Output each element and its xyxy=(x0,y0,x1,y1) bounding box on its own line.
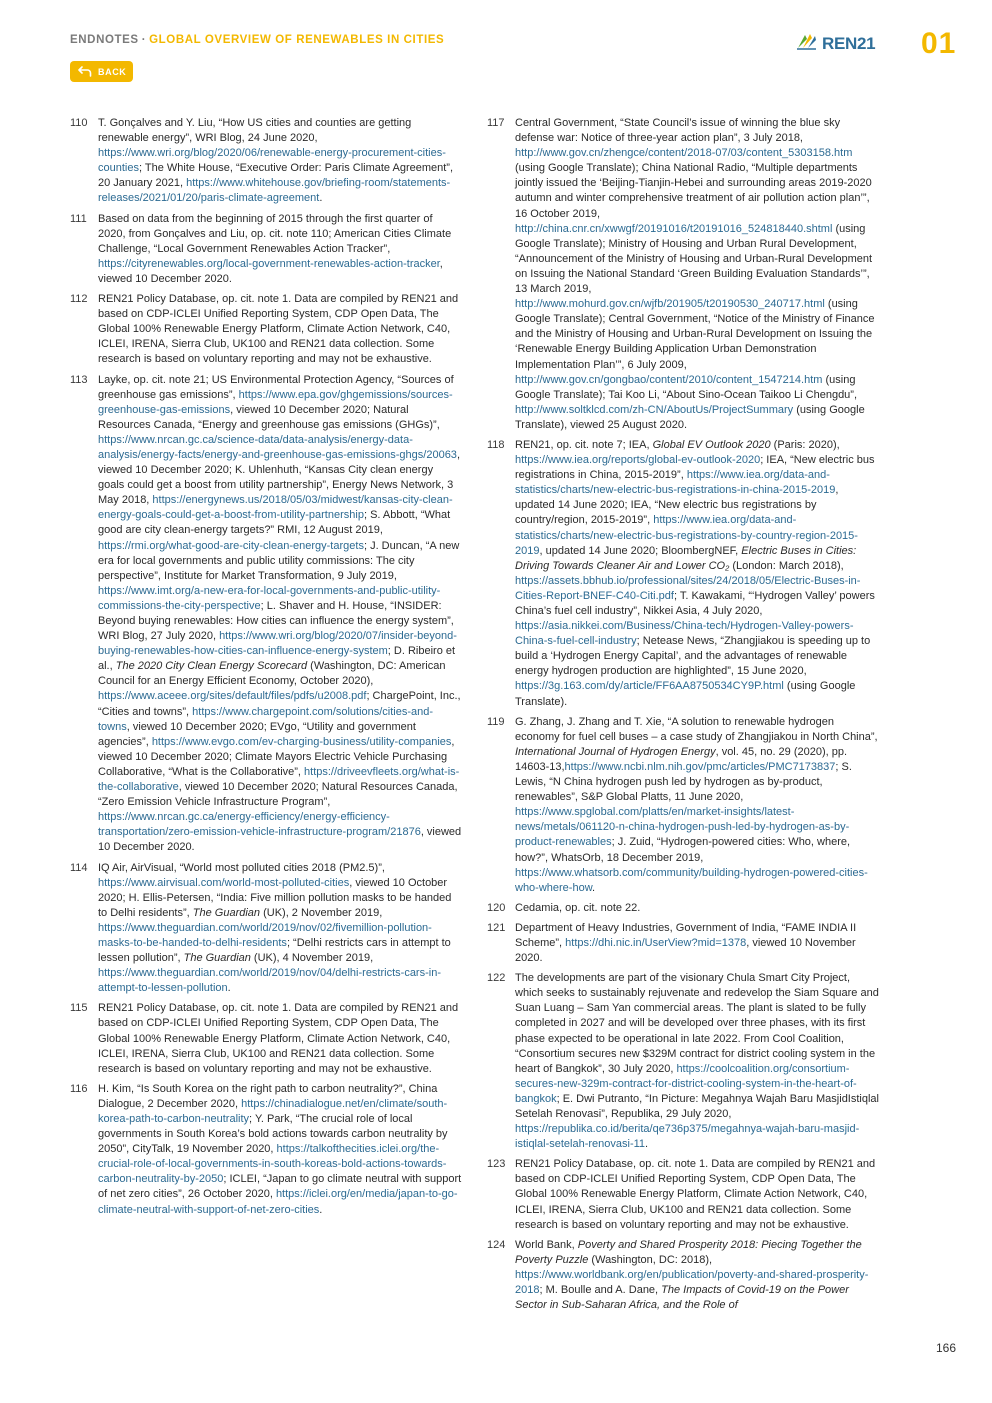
endnote-text: Layke, op. cit. note 21; US Environmental Protection Agency, “Sources of greenhouse gas emissions”, https://www.epa.gov/ghgemissions/sources-greenhouse-gas-emissions, viewed 10 December 2020; Natural Resources Canada, “Energy and greenhouse gas emissions (GHGs)”, https://www.nrcan.gc.ca/science-data/data-analysis/energy-data-analysis/energy-facts/energy-and-greenhouse-gas-emissions-ghgs/20063, viewed 10 December 2020; K. Uhlenhuth, “Kansas City clean energy goals could get a boost from utility partnership”, Energy News Network, 3 May 2018, https://energynews.us/2018/05/03/midwest/kansas-city-clean-energy-goals-could-get-a-boost-from-utility-partnership; S. Abbott, “What good are city clean-energy targets?” RMI, 12 August 2019, https://rmi.org/what-good-are-city-clean-energy-targets; J. Duncan, “A new era for local governments and public utility commissions: The city perspective”, Institute for Market Transformation, 9 July 2019, https://www.imt.org/a-new-era-for-local-governments-and-public-utility-commissions-the-city-perspective; L. Shaver and H. House, “INSIDER: Beyond buying renewables: How cities can influence the energy system”, WRI Blog, 27 July 2020, https://www.wri.org/blog/2020/07/insider-beyond-buying-renewables-how-cities-can-influence-energy-system; D. Ribeiro et al., The 2020 City Clean Energy Scorecard (Washington, DC: American Council for an Energy Efficient Economy, October 2020), https://www.aceee.org/sites/default/files/pdfs/u2008.pdf; ChargePoint, Inc., “Cities and towns”, https://www.chargepoint.com/solutions/cities-and-towns, viewed 10 December 2020; EVgo, “Utility and government agencies”, https://www.evgo.com/ev-charging-business/utility-companies, viewed 10 December 2020; Climate Mayors Electric Vehicle Purchasing Collaborative, “What is the Collaborative”, https://driveevfleets.org/what-is-the-collaborative, viewed 10 December 2020; Natural Resources Canada, “Zero Emission Vehicle Infrastructure Program”, https://www.nrcan.gc.ca/energy-efficiency/energy-efficiency-transportation/zero-emission-vehicle-infrastructure-program/21876, viewed 10 December 2020. xyxy=(98,373,462,854)
endnote-item xyxy=(487,438,879,710)
endnote-number: 123 xyxy=(487,1158,506,1171)
endnote-text: IQ Air, AirVisual, “World most polluted cities 2018 (PM2.5)”, https://www.airvisual.com/world-most-polluted-cities, viewed 10 October 2020; H. Ellis-Petersen, “India: Five million pollution masks to be handed to Delhi residents”, The Guardian (UK), 2 November 2019, https://www.theguardian.com/world/2019/nov/02/fivemillion-pollution-masks-to-be-handed-to-delhi-residents; “Delhi restricts cars in attempt to lessen pollution”, The Guardian (UK), 4 November 2019, https://www.theguardian.com/world/2019/nov/04/delhi-restricts-cars-in-attempt-to-lessen-pollution. xyxy=(98,861,452,995)
endnote-link[interactable]: https://www.whatsorb.com/community/building-hydrogen-powered-cities-who-where-how xyxy=(515,866,868,894)
endnote-link[interactable]: https://www.iea.org/reports/global-ev-outlook-2020 xyxy=(515,454,761,467)
endnote-link[interactable]: https://coolcoalition.org/consortium-secures-new-329m-contract-for-district-cooling-system-in-the-heart-of-bangkok xyxy=(515,1062,857,1105)
header-separator: · xyxy=(141,34,147,46)
endnote-number: 117 xyxy=(487,117,505,129)
endnote-text: REN21 Policy Database, op. cit. note 1. Data are compiled by REN21 and based on CDP-ICLEI Unified Reporting System, CDP Open Data, The Global 100% Renewable Energy Platform, Climate Action Network, C40, ICLEI, IRENA, Sierra Club, UK100 and REN21 data collection. Some research is based on voluntary reporting and may not be exhaustive. xyxy=(98,1002,459,1075)
publication-title: The 2020 City Clean Energy Scorecard xyxy=(115,660,308,673)
endnote-item xyxy=(487,971,879,1152)
endnote-text: T. Gonçalves and Y. Liu, “How US cities and counties are getting renewable energy”, WRI Blog, 24 June 2020, https://www.wri.org/blog/2020/06/renewable-energy-procurement-cities-counties; The White House, “Executive Order: Paris Climate Agreement”, 20 January 2021, https://www.whitehouse.gov/briefing-room/statements-releases/2021/01/20/paris-climate-agreement. xyxy=(98,117,454,205)
endnote-item xyxy=(487,116,879,433)
endnote-link[interactable]: https://cityrenewables.org/local-government-renewables-action-tracker xyxy=(98,257,440,270)
endnote-link[interactable]: https://www.iea.org/data-and-statistics/charts/new-electric-bus-registrations-in-china-2015-2019 xyxy=(515,469,836,497)
endnote-link[interactable]: https://dhi.nic.in/UserView?mid=1378 xyxy=(565,936,747,949)
endnote-link[interactable]: http://china.cnr.cn/xwwgf/20191016/t20191016_524818440.shtml xyxy=(515,222,833,235)
endnote-item xyxy=(487,901,879,916)
endnotes-left-column xyxy=(70,116,462,1223)
publication-title: The Guardian xyxy=(183,952,251,965)
endnote-number: 118 xyxy=(487,438,505,451)
endnote-link[interactable]: https://3g.163.com/dy/article/FF6AA8750534CY9P.html xyxy=(515,680,784,693)
endnote-number: 116 xyxy=(70,1082,88,1095)
endnote-link[interactable]: http://www.soltklcd.com/zh-CN/AboutUs/ProjectSummary xyxy=(515,403,794,416)
endnote-link[interactable]: https://www.chargepoint.com/solutions/cities-and-towns xyxy=(98,705,434,733)
publication-title: The Guardian xyxy=(192,906,261,919)
endnote-number: 119 xyxy=(487,715,505,728)
endnote-text: REN21, op. cit. note 7; IEA, Global EV Outlook 2020 (Paris: 2020), https://www.iea.org/reports/global-ev-outlook-2020; IEA, “New electric bus registrations in China, 2015-2019”, https://www.iea.org/data-and-statistics/charts/new-electric-bus-registrations-in-china-2015-2019, updated 14 June 2020; IEA, “New electric bus registrations by country/region, 2015-2019”, https://www.iea.org/data-and-statistics/charts/new-electric-bus-registrations-by-country-region-2015-2019, updated 14 June 2020; BloombergNEF, Electric Buses in Cities: Driving Towards Cleaner Air and Lower CO₂ (London: March 2018), https://assets.bbhub.io/professional/sites/24/2018/05/Electric-Buses-in-Cities-Report-BNEF-C40-Citi.pdf; T. Kawakami, “‘Hydrogen Valley’ powers China’s fuel cell industry”, Nikkei Asia, 4 July 2020, https://asia.nikkei.com/Business/China-tech/Hydrogen-Valley-powers-China-s-fuel-cell-industry; Netease News, “Zhangjiakou is speeding up to build a ‘Hydrogen Energy Capital’, and the advantages of renewable energy hydrogen production are highlighted”, 15 June 2020, https://3g.163.com/dy/article/FF6AA8750534CY9P.html (using Google Translate). xyxy=(515,438,875,708)
endnote-number: 113 xyxy=(70,373,88,386)
endnote-link[interactable]: http://www.mohurd.gov.cn/wjfb/201905/t20190530_240717.html xyxy=(515,298,825,311)
endnote-number: 121 xyxy=(487,921,506,934)
endnote-link[interactable]: https://energynews.us/2018/05/03/midwest/kansas-city-clean-energy-goals-could-get-a-boost-from-utility-partnership xyxy=(98,494,453,522)
header-chapter-title: GLOBAL OVERVIEW OF RENEWABLES IN CITIES xyxy=(149,34,445,46)
publication-title: Global EV Outlook 2020 xyxy=(652,438,771,451)
endnote-item xyxy=(70,1082,462,1218)
endnote-link[interactable]: https://www.aceee.org/sites/default/files/pdfs/u2008.pdf xyxy=(98,690,367,703)
endnote-link[interactable]: https://republika.co.id/berita/qe736p375/megahnya-wajah-baru-masjid-istiqlal-setelah-renovasi-11 xyxy=(515,1123,860,1151)
endnote-item xyxy=(487,1238,879,1313)
endnote-text: World Bank, Poverty and Shared Prosperity 2018: Piecing Together the Poverty Puzzle (Washington, DC: 2018), https://www.worldbank.org/en/publication/poverty-and-shared-prosperity-2018; M. Boulle and A. Dane, The Impacts of Covid-19 on the Power Sector in Sub-Saharan Africa, and the Role of xyxy=(515,1238,869,1312)
endnote-text: The developments are part of the visionary Chula Smart City Project, which seeks to sustainably rejuvenate and redevelop the Siam Square and Suan Luang – Sam Yan commercial areas. The plant is slated to be fully completed in 2027 and will be developed over three phases, with its first phase expected to be operational in late 2022. From Cool Coalition, “Consortium secures new $329M contract for district cooling system in the heart of Bangkok”, 30 July 2020, https://coolcoalition.org/consortium-secures-new-329m-contract-for-district-cooling-system-in-the-heart-of-bangkok; E. Dwi Putranto, “In Picture: Megahnya Wajah Baru MasjidIstiqlal Setelah Renovasi”, Republika, 29 July 2020, https://republika.co.id/berita/qe736p375/megahnya-wajah-baru-masjid-istiqlal-setelah-renovasi-11. xyxy=(515,972,879,1151)
endnote-link[interactable]: https://www.wri.org/blog/2020/06/renewable-energy-procurement-cities-counties xyxy=(98,147,446,175)
back-button-label: BACK xyxy=(98,66,127,77)
endnote-link[interactable]: https://iclei.org/en/media/japan-to-go-climate-neutral-with-support-of-net-zero-cities xyxy=(98,1188,458,1216)
endnote-number: 115 xyxy=(70,1002,88,1015)
endnote-item xyxy=(70,373,462,856)
endnote-link[interactable]: https://www.wri.org/blog/2020/07/insider-beyond-buying-renewables-how-cities-can-influence-energy-system xyxy=(98,630,457,658)
endnote-text: REN21 Policy Database, op. cit. note 1. Data are compiled by REN21 and based on CDP-ICLEI Unified Reporting System, CDP Open Data, The Global 100% Renewable Energy Platform, Climate Action Network, C40, ICLEI, IRENA, Sierra Club, UK100 and REN21 data collection. Some research is based on voluntary reporting and may not be exhaustive. xyxy=(98,293,459,366)
endnote-item xyxy=(70,1001,462,1076)
endnote-link[interactable]: https://www.whitehouse.gov/briefing-room/statements-releases/2021/01/20/paris-climate-agreement xyxy=(98,177,451,205)
endnote-link[interactable]: https://www.evgo.com/ev-charging-business/utility-companies xyxy=(151,735,452,748)
endnote-item xyxy=(487,715,879,896)
endnote-number: 124 xyxy=(487,1238,506,1251)
endnote-number: 112 xyxy=(70,293,88,306)
endnote-number: 114 xyxy=(70,861,88,874)
endnote-text: H. Kim, “Is South Korea on the right path to carbon neutrality?”, China Dialogue, 2 December 2020, https://chinadialogue.net/en/climate/south-korea-path-to-carbon-neutrality; Y. Park, “The crucial role of local governments in South Korea’s bold actions towards carbon neutrality by 2050”, CityTalk, 19 November 2020, https://talkofthecities.iclei.org/the-crucial-role-of-local-governments-in-south-koreas-bold-actions-towards-carbon-neutrality-by-2050; ICLEI, “Japan to go climate neutral with support of net zero cities”, 26 October 2020, https://iclei.org/en/media/japan-to-go-climate-neutral-with-support-of-net-zero-cities. xyxy=(98,1082,462,1216)
endnote-number: 111 xyxy=(70,212,87,225)
endnote-number: 122 xyxy=(487,972,506,985)
endnote-item xyxy=(70,292,462,367)
publication-title: Poverty and Shared Prosperity 2018: Piecing Together the Poverty Puzzle xyxy=(515,1238,862,1266)
endnote-link[interactable]: https://www.worldbank.org/en/publication/poverty-and-shared-prosperity-2018 xyxy=(515,1268,869,1297)
logo-wordmark: REN21 xyxy=(822,33,876,53)
endnote-item xyxy=(70,212,462,287)
page-number: 166 xyxy=(936,1341,957,1355)
endnote-link[interactable]: https://talkofthecities.iclei.org/the-crucial-role-of-local-governments-in-south-koreas-bold-actions-towards-carbon-neutrality-by-2050 xyxy=(98,1143,447,1186)
endnote-link[interactable]: https://driveevfleets.org/what-is-the-collaborative xyxy=(98,765,460,794)
publication-title: Electric Buses in Cities: Driving Towards Cleaner Air and Lower CO₂ xyxy=(515,544,857,572)
endnote-link[interactable]: https://www.epa.gov/ghgemissions/sources-greenhouse-gas-emissions xyxy=(98,388,453,416)
endnote-item xyxy=(487,1157,879,1232)
endnote-link[interactable]: https://www.ncbi.nlm.nih.gov/pmc/articles/PMC7173837 xyxy=(564,760,836,773)
endnote-link[interactable]: https://www.nrcan.gc.ca/science-data/data-analysis/energy-data-analysis/energy-facts/energy-and-greenhouse-gas-emissions-ghgs/20063 xyxy=(98,433,457,461)
endnote-item xyxy=(70,861,462,997)
publication-title: The Impacts of Covid-19 on the Power Sector in Sub-Saharan Africa, and the Role of xyxy=(515,1284,849,1312)
endnote-link[interactable]: http://www.gov.cn/zhengce/content/2018-07/03/content_5303158.htm xyxy=(515,147,853,160)
endnote-text: REN21 Policy Database, op. cit. note 1. Data are compiled by REN21 and based on CDP-ICLEI Unified Reporting System, CDP Open Data, The Global 100% Renewable Energy Platform, Climate Action Network, C40, ICLEI, IRENA, Sierra Club, UK100 and REN21 data collection. Some research is based on voluntary reporting and may not be exhaustive. xyxy=(515,1158,876,1231)
endnote-link[interactable]: https://rmi.org/what-good-are-city-clean-energy-targets xyxy=(98,539,364,552)
endnote-text: Based on data from the beginning of 2015 through the first quarter of 2020, from Gonçalves and Liu, op. cit. note 110; American Cities Climate Challenge, “Local Government Renewables Action Tracker”, https://cityrenewables.org/local-government-renewables-action-tracker, viewed 10 December 2020. xyxy=(98,212,452,285)
endnote-text: Department of Heavy Industries, Government of India, “FAME INDIA II Scheme”, https://dhi.nic.in/UserView?mid=1378, viewed 10 November 2020. xyxy=(515,921,857,965)
endnote-number: 110 xyxy=(70,117,88,129)
endnote-link[interactable]: https://www.spglobal.com/platts/en/market-insights/latest-news/metals/061120-n-china-hydrogen-push-led-by-hydrogen-as-by-product-renewables xyxy=(515,806,850,849)
endnotes-right-column xyxy=(487,116,879,1318)
header-section-label: ENDNOTES xyxy=(70,34,139,46)
endnote-item xyxy=(70,116,462,207)
chapter-number: 01 xyxy=(921,27,957,60)
ren21-logo xyxy=(796,31,875,56)
endnote-link[interactable]: https://www.airvisual.com/world-most-polluted-cities xyxy=(98,876,350,889)
ren21-logo-mark-icon xyxy=(796,31,818,56)
endnote-link[interactable]: https://www.nrcan.gc.ca/energy-efficiency/energy-efficiency-transportation/zero-emission-vehicle-infrastructure-program/21876 xyxy=(98,811,421,839)
page-header xyxy=(70,34,444,46)
endnote-text: Central Government, “State Council’s issue of winning the blue sky defense war: Notice of three-year action plan”, 3 July 2018, http://www.gov.cn/zhengce/content/2018-07/03/content_5303158.htm (using Google Translate); China National Radio, “Multiple departments jointly issued the ‘Beijing-Tianjin-Hebei and surrounding areas 2019-2020 autumn and winter comprehensive treatment of air pollution action plan’”, 16 October 2019, http://china.cnr.cn/xwwgf/20191016/t20191016_524818440.shtml (using Google Translate); Ministry of Housing and Urban Rural Development, “Announcement of the Ministry of Housing and Urban-Rural Development on Issuing the National Standard ‘Green Building Evaluation Standards’”, 13 March 2019, http://www.mohurd.gov.cn/wjfb/201905/t20190530_240717.html (using Google Translate); Central Government, “Notice of the Ministry of Finance and the Ministry of Housing and Urban-Rural Development on Issuing the ‘Renewable Energy Building Application Urban Demonstration Implementation Plan’”, 6 July 2009, http://www.gov.cn/gongbao/content/2010/content_1547214.htm (using Google Translate); Tai Koo Li, “About Sino-Ocean Taikoo Li Chengdu”, http://www.soltklcd.com/zh-CN/AboutUs/ProjectSummary (using Google Translate), viewed 25 August 2020. xyxy=(515,117,875,431)
endnote-link[interactable]: https://www.theguardian.com/world/2019/nov/02/fivemillion-pollution-masks-to-be-handed-to-delhi-residents xyxy=(98,921,432,949)
endnote-text: Cedamia, op. cit. note 22. xyxy=(515,901,641,914)
endnote-link[interactable]: http://www.gov.cn/gongbao/content/2010/content_1547214.htm xyxy=(515,373,823,386)
endnote-number: 120 xyxy=(487,901,506,914)
publication-title: International Journal of Hydrogen Energy xyxy=(515,745,716,758)
endnote-item xyxy=(487,921,879,966)
endnote-text: G. Zhang, J. Zhang and T. Xie, “A solution to renewable hydrogen economy for fuel cell buses – a case study of Zhangjiakou in North China”, International Journal of Hydrogen Energy, vol. 45, no. 29 (2020), pp. 14603-13,https://www.ncbi.nlm.nih.gov/pmc/articles/PMC7173837; S. Lewis, “N China hydrogen push led by hydrogen as by-product, renewables”, S&P Global Platts, 11 June 2020, https://www.spglobal.com/platts/en/market-insights/latest-news/metals/061120-n-china-hydrogen-push-led-by-hydrogen-as-by-product-renewables; J. Zuid, “Hydrogen-powered cities: Who, where, how?”, WhatsOrb, 18 December 2019, https://www.whatsorb.com/community/building-hydrogen-powered-cities-who-where-how. xyxy=(515,715,878,894)
endnote-link[interactable]: https://www.theguardian.com/world/2019/nov/04/delhi-restricts-cars-in-attempt-to-lessen-pollution xyxy=(98,967,441,995)
endnote-link[interactable]: https://assets.bbhub.io/professional/sites/24/2018/05/Electric-Buses-in-Cities-Report-BNEF-C40-Citi.pdf xyxy=(515,574,861,602)
back-button[interactable] xyxy=(70,61,133,82)
endnote-link[interactable]: https://www.imt.org/a-new-era-for-local-governments-and-public-utility-commissions-the-city-perspective xyxy=(98,584,441,612)
endnote-link[interactable]: https://www.iea.org/data-and-statistics/charts/new-electric-bus-registrations-by-country-region-2015-2019 xyxy=(515,514,858,557)
back-arrow-icon xyxy=(78,66,92,77)
endnote-link[interactable]: https://chinadialogue.net/en/climate/south-korea-path-to-carbon-neutrality xyxy=(98,1097,448,1125)
endnote-link[interactable]: https://asia.nikkei.com/Business/China-tech/Hydrogen-Valley-powers-China-s-fuel-cell-industry xyxy=(515,620,854,648)
